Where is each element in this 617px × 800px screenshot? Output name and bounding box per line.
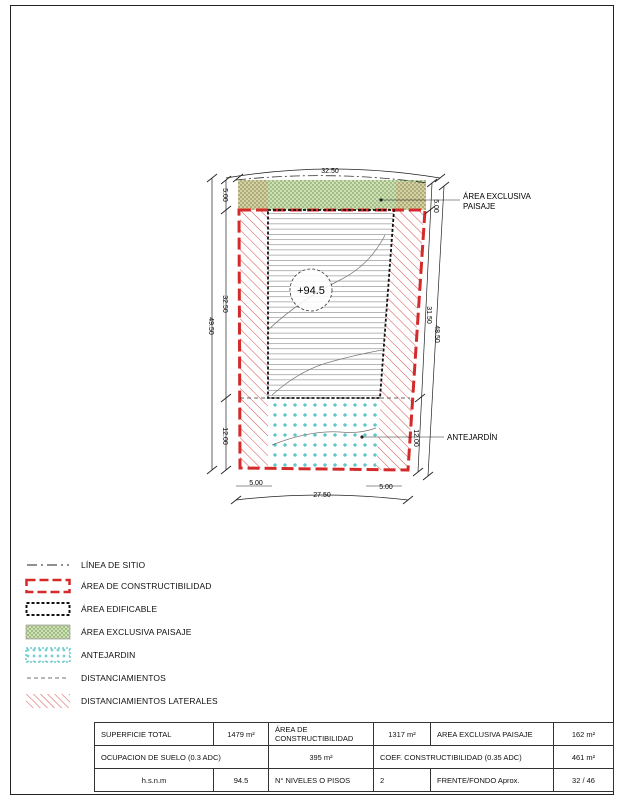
dim-left-total-label: 49.50 [207, 317, 214, 335]
legend-item-setbacks [25, 669, 166, 687]
summary-land-use-value: 395 m² [269, 746, 374, 769]
legend-swatch-lateral-setbacks [25, 693, 71, 709]
legend-item-site-line [25, 556, 145, 574]
summary-coef-label: COEF. CONSTRUCTIBILIDAD (0.35 ADC) [374, 746, 554, 769]
buildable-area [268, 210, 394, 398]
summary-land-use-label: OCUPACION DE SUELO (0.3 ADC) [95, 746, 269, 769]
summary-levels-value: 2 [374, 769, 431, 792]
summary-constructibility-value: 1317 m² [374, 723, 431, 746]
front-garden-area [268, 398, 380, 470]
legend-item-buildable [25, 600, 157, 618]
dim-right-total-label: 48.50 [433, 325, 440, 343]
paisaje-corner-right [396, 182, 426, 210]
callout-antejardin-dot [360, 435, 363, 438]
callout-antejardin-label: ANTEJARDÍN [447, 433, 498, 442]
summary-height-value: 94.5 [214, 769, 269, 792]
legend-swatch-setbacks [25, 670, 71, 686]
summary-row-3 [10, 769, 614, 792]
dim-bottom-label: 27.50 [313, 492, 331, 499]
dim-right-top-label: 5.00 [432, 199, 439, 213]
legend-label: LÍNEA DE SITIO [81, 560, 146, 570]
elevation-label: +94.5 [297, 285, 325, 297]
summary-row-2 [10, 746, 614, 769]
dim-right-mid-label: 31.50 [425, 306, 432, 324]
callout-paisaje-line1: ÁREA EXCLUSIVA [463, 192, 531, 201]
legend-label: DISTANCIAMIENTOS LATERALES [81, 696, 218, 706]
dim-left-mid-label: 32.50 [221, 295, 228, 313]
summary-total-area-value: 1479 m² [214, 723, 269, 746]
summary-total-area-label: SUPERFICIE TOTAL [95, 723, 214, 746]
summary-front-back-value: 32 / 46 [554, 769, 614, 792]
legend-label: ÁREA EDIFICABLE [81, 604, 158, 614]
callout-paisaje-line2: PAISAJE [463, 202, 496, 211]
lateral-setback-left [240, 210, 268, 468]
summary-height-label: h.s.n.m [95, 769, 214, 792]
summary-constructibility-label: ÁREA DE CONSTRUCTIBILIDAD [269, 723, 374, 746]
callout-paisaje-dot [379, 198, 382, 201]
dim-left-top-label: 5.00 [221, 188, 228, 202]
summary-coef-value: 461 m² [554, 746, 614, 769]
legend-swatch-front-garden [25, 647, 71, 663]
dim-left-bottom-label: 12.00 [221, 427, 228, 445]
legend-swatch-buildable [25, 601, 71, 617]
summary-row-1 [10, 723, 614, 746]
summary-landscape-label: AREA EXCLUSIVA PAISAJE [431, 723, 554, 746]
legend-item-lateral-setbacks [25, 692, 218, 710]
legend-label: ANTEJARDIN [81, 650, 136, 660]
dim-bottom-left-setback-label: 5.00 [249, 480, 263, 487]
legend-label: DISTANCIAMIENTOS [81, 673, 166, 683]
legend-item-front-garden [25, 646, 135, 664]
legend-swatch-site-line [25, 557, 71, 573]
legend-label: ÁREA EXCLUSIVA PAISAJE [81, 627, 192, 637]
legend-item-constructibility [25, 577, 212, 595]
legend-item-landscape [25, 623, 192, 641]
paisaje-corner-left [238, 180, 268, 210]
summary-front-back-label: FRENTE/FONDO Aprox. [431, 769, 554, 792]
legend-swatch-constructibility [25, 578, 71, 594]
legend-label: ÁREA DE CONSTRUCTIBILIDAD [81, 581, 212, 591]
summary-table [10, 722, 614, 792]
dim-right-bottom-label: 12.00 [412, 429, 419, 447]
summary-levels-label: N° NIVELES O PISOS [269, 769, 374, 792]
dim-top-label: 32.50 [321, 168, 339, 175]
dim-bottom-right-setback-label: 5.00 [379, 484, 393, 491]
legend-swatch-landscape [25, 624, 71, 640]
summary-blank-cell [10, 723, 95, 792]
summary-landscape-value: 162 m² [554, 723, 614, 746]
